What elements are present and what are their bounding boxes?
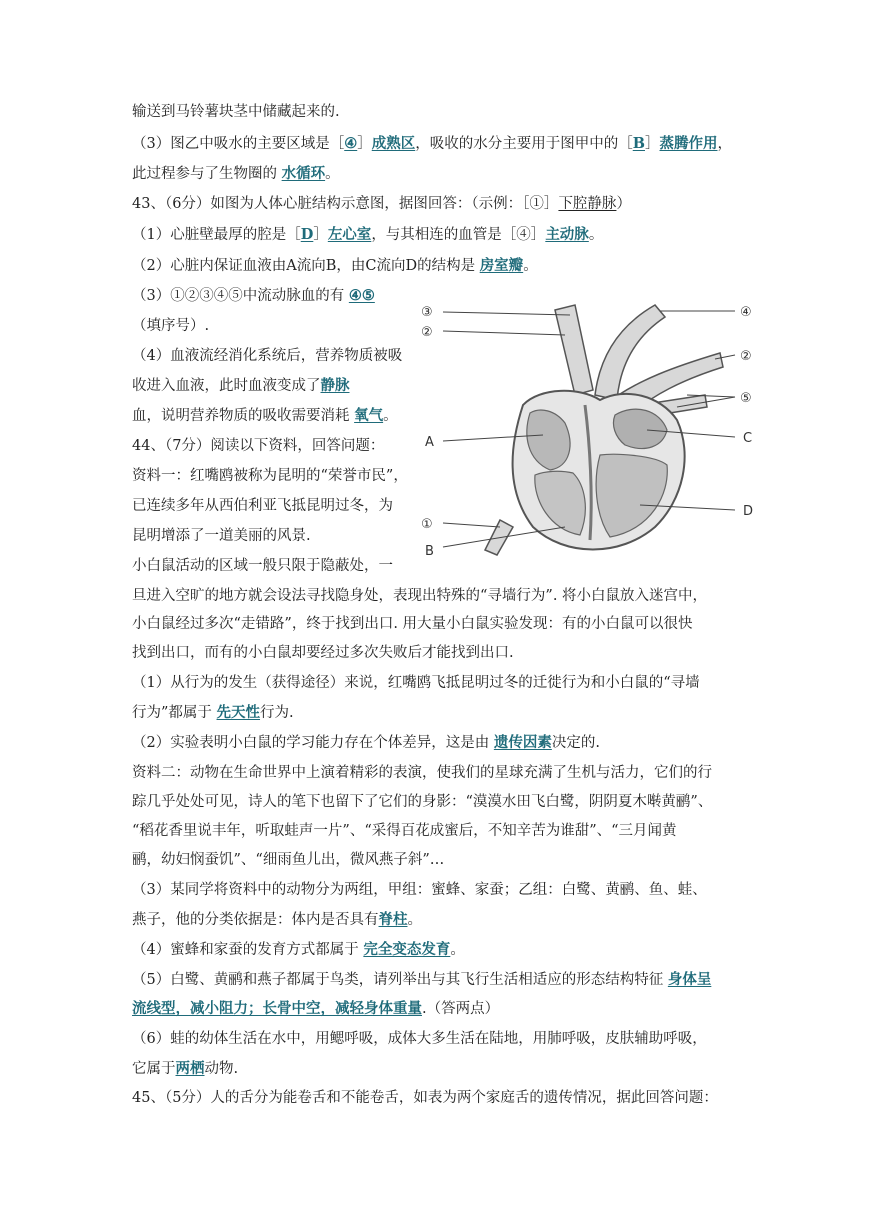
q43-part4-line1: （4）血液流经消化系统后，营养物质被吸 <box>132 348 403 364</box>
answer-arterial-blood: ④⑤ <box>348 287 375 304</box>
q43-part2: （2）心脏内保证血液由A流向B，由C流向D的结构是 房室瓣。 <box>132 257 538 274</box>
label-C: C <box>743 431 753 446</box>
q44-part3-line2: 燕子，他的分类依据是：体内是否具有脊柱。 <box>132 911 422 928</box>
answer-figure-letter: B <box>632 135 645 152</box>
q45-heading: 45、（5分）人的舌分为能卷舌和不能卷舌，如表为两个家庭舌的遗传情况，据此回答问题： <box>132 1090 718 1106</box>
label-2: ② <box>421 325 433 340</box>
q44-part2: （2）实验表明小白鼠的学习能力存在个体差异，这是由 遗传因素决定的. <box>132 734 600 751</box>
answer-amphibian: 两栖 <box>175 1060 205 1077</box>
q42-part3-line1: （3）图乙中吸水的主要区域是［④］成熟区，吸收的水分主要用于图甲中的［B］蒸腾作用， <box>132 135 732 152</box>
q43-part1: （1）心脏壁最厚的腔是［D］左心室，与其相连的血管是［④］主动脉。 <box>132 226 604 243</box>
q42-part3-line2: 此过程参与了生物圈的 水循环。 <box>132 165 340 182</box>
answer-innate: 先天性 <box>216 704 261 721</box>
intro-line: 输送到马铃薯块茎中储藏起来的. <box>132 104 340 120</box>
q44-material1-line3: 昆明增添了一道美丽的风景. <box>132 528 311 544</box>
q44-material2-line3: “稻花香里说丰年，听取蛙声一片”、“采得百花成蜜后，不知辛苦为谁甜”、“三月闻黄 <box>132 823 677 839</box>
q44-material2-line2: 踪几乎处处可见，诗人的笔下也留下了它们的身影：“漠漠水田飞白鹭，阴阴夏木啭黄鹂”、 <box>132 794 713 810</box>
answer-region-number: ④ <box>344 135 358 152</box>
superior-vena-cava <box>555 305 593 395</box>
answer-metamorphosis: 完全变态发育 <box>363 941 451 958</box>
q43-part3-line1: （3）①②③④⑤中流动脉血的有 ④⑤ <box>132 287 375 304</box>
q44-part5-line1: （5）白鹭、黄鹂和燕子都属于鸟类，请列举出与其飞行生活相适应的形态结构特征 身体呈 <box>132 971 712 988</box>
q44-material2-line4: 鹂，幼妇悯蚕饥”、“细雨鱼儿出，微风燕子斜”… <box>132 852 445 868</box>
label-3: ③ <box>421 305 433 320</box>
answer-water-cycle: 水循环 <box>281 165 326 182</box>
q44-material1-line6: 小白鼠经过多次“走错路”，终于找到出口. 用大量小白鼠实验发现：有的小白鼠可以很快 <box>132 616 693 632</box>
q44-part3-line1: （3）某同学将资料中的动物分为两组，甲组：蜜蜂、家蚕；乙组：白鹭、黄鹂、鱼、蛙、 <box>132 882 707 898</box>
answer-oxygen: 氧气 <box>354 407 384 424</box>
answer-chamber-letter: D <box>300 226 314 243</box>
label-4: ④ <box>740 305 752 320</box>
example-text: 下腔静脉 <box>558 196 617 212</box>
answer-spine: 脊柱 <box>378 911 408 928</box>
q43-part3-line2: （填序号）. <box>132 318 210 334</box>
q44-material1-line1: 资料一：红嘴鸥被称为昆明的“荣誉市民”， <box>132 468 408 484</box>
q43-part4-line3: 血，说明营养物质的吸收需要消耗 氧气。 <box>132 407 398 424</box>
answer-venous: 静脉 <box>320 377 350 394</box>
answer-aorta: 主动脉 <box>545 226 589 243</box>
heart-diagram <box>415 295 765 570</box>
q44-material1-line2: 已连续多年从西伯利亚飞抵昆明过冬，为 <box>132 498 393 514</box>
label-1: ① <box>421 517 433 532</box>
label-5: ⑤ <box>740 391 752 406</box>
q44-part1-line1: （1）从行为的发生（获得途径）来说，红嘴鸥飞抵昆明过冬的迁徙行为和小白鼠的“寻墙 <box>132 675 700 691</box>
answer-flight-adaptation-part1: 身体呈 <box>667 971 712 988</box>
answer-left-ventricle: 左心室 <box>327 226 372 243</box>
label-B: B <box>425 544 434 559</box>
q43-heading: 43、（6分）如图为人体心脏结构示意图，据图回答：（示例：［①］下腔静脉） <box>132 196 631 212</box>
q44-part6-line1: （6）蛙的幼体生活在水中，用鳃呼吸，成体大多生活在陆地，用肺呼吸，皮肤辅助呼吸， <box>132 1031 707 1047</box>
answer-flight-adaptation-part2: 流线型，减小阻力；长骨中空，减轻身体重量 <box>132 1000 422 1017</box>
label-2-right: ② <box>740 349 752 364</box>
q44-material2-line1: 资料二：动物在生命世界中上演着精彩的表演，使我们的星球充满了生机与活力，它们的行 <box>132 765 712 781</box>
q44-part1-line2: 行为”都属于 先天性行为. <box>132 704 294 721</box>
q43-part4-line2: 收进入血液，此时血液变成了静脉 <box>132 377 350 394</box>
answer-valve: 房室瓣 <box>479 257 524 274</box>
q44-material1-line5: 旦进入空旷的地方就会设法寻找隐身处，表现出特殊的“寻墙行为”. 将小白鼠放入迷宫中， <box>132 588 708 604</box>
q44-part6-line2: 它属于两栖动物. <box>132 1060 239 1077</box>
q44-part4: （4）蜜蜂和家蚕的发育方式都属于 完全变态发育。 <box>132 941 465 958</box>
q44-material1-line4: 小白鼠活动的区域一般只限于隐蔽处，一 <box>132 558 393 574</box>
label-A: A <box>425 435 434 450</box>
q44-part5-line2: 流线型，减小阻力；长骨中空，减轻身体重量.（答两点） <box>132 1000 500 1017</box>
answer-transpiration: 蒸腾作用 <box>659 135 718 152</box>
q44-heading: 44、（7分）阅读以下资料，回答问题： <box>132 438 385 454</box>
answer-region-name: 成熟区 <box>371 135 416 152</box>
answer-genetic: 遗传因素 <box>493 734 552 751</box>
q44-material1-line7: 找到出口，而有的小白鼠却要经过多次失败后才能找到出口. <box>132 645 514 661</box>
label-D: D <box>743 504 754 519</box>
